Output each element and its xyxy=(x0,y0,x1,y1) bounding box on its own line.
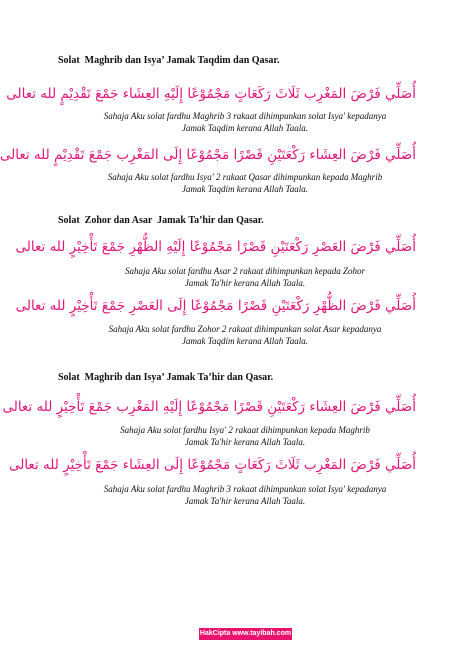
niat-translation-asar-tahir: Sahaja Aku solat fardhu Asar 2 rakaat dihimpunkan kepada Zohor Jamak Ta'hir kerana Allah Taala. xyxy=(124,266,366,288)
niat-arabic-isya-taqdim: أُصَلِّي فَرْضَ العِشَاء رَكْعَتَيْنِ قَصْرًا مَجْمُوْعًا إِلَى المَغْرِب جَمْعَ تَقْدِيْمٍ لله تعالى xyxy=(0,147,416,163)
section-heading-maghrib-isya-taqdim: Solat Maghrib dan Isya’ Jamak Taqdim dan Qasar. xyxy=(58,55,280,66)
niat-translation-isya-tahir: Sahaja Aku solat fardhu Isya' 2 rakaat dihimpunkan kepada Maghrib Jamak Ta'hir kerana Allah Taala. xyxy=(120,425,370,447)
section-heading-maghrib-isya-tahir: Solat Maghrib dan Isya’ Jamak Ta’hir dan Qasar. xyxy=(58,372,274,383)
section-heading-zohor-asar-tahir: Solat Zohor dan Asar Jamak Ta’hir dan Qasar. xyxy=(58,215,264,226)
niat-translation-isya-taqdim: Sahaja Aku solat fardhu Isya' 2 rakaat Qasar dihimpunkan kepada Maghrib Jamak Taqdim kerana Allah Taala. xyxy=(107,172,383,194)
niat-translation-maghrib-taqdim: Sahaja Aku solat fardhu Maghrib 3 rakaat dihimpunkan solat Isya' kepadanya Jamak Taqdim kerana Allah Taala. xyxy=(103,111,387,133)
niat-arabic-asar-tahir: أُصَلِّي فَرْضَ العَصْرِ رَكْعَتَيْنِ قَصْرًا مَجْمُوْعًا إِلَيْهِ الظُّهْرِ جَمْعَ تَأْخِيْرٍ لله تعالى xyxy=(15,239,416,255)
niat-arabic-maghrib-taqdim: أُصَلِّي فَرْضَ المَغْرِب ثَلَاثَ رَكَعَاتٍ مَجْمُوْعًا إِلَيْهِ العِشَاء جَمْعَ تَقْدِيْمٍ لله تعالى xyxy=(6,86,416,102)
niat-arabic-maghrib-tahir: أُصَلِّي فَرْضَ المَغْرِب ثَلَاثَ رَكَعَاتٍ مَجْمُوْعًا إِلَى العِشَاء جَمْعَ تَأْخِيْرٍ لله تعالى xyxy=(8,457,416,473)
copyright-footer-link[interactable]: HakCipta www.tayibah.com xyxy=(199,628,292,640)
niat-arabic-zohor-tahir: أُصَلِّي فَرْضَ الظُّهْرِ رَكْعَتَيْنِ قَصْرًا مَجْمُوْعًا إِلَى العَصْرِ جَمْعَ تَأْخِيْرٍ لله تعالى xyxy=(15,298,416,314)
niat-translation-maghrib-tahir: Sahaja Aku solat fardhu Maghrib 3 rakaat dihimpunkan solat Isya' kepadanya Jamak Ta'hir kerana Allah Taala. xyxy=(103,484,387,506)
niat-translation-zohor-tahir: Sahaja Aku solat fardhu Zohor 2 rakaat dihimpunkan solat Asar kepadanya Jamak Taqdim kerana Allah Taala. xyxy=(108,324,382,346)
niat-arabic-isya-tahir: أُصَلِّي فَرْضَ العِشَاء رَكْعَتَيْنِ قَصْرًا مَجْمُوْعًا إِلَيْهِ المَغْرِب جَمْعَ تَأْخِيْرٍ لله تعالى xyxy=(2,399,416,415)
